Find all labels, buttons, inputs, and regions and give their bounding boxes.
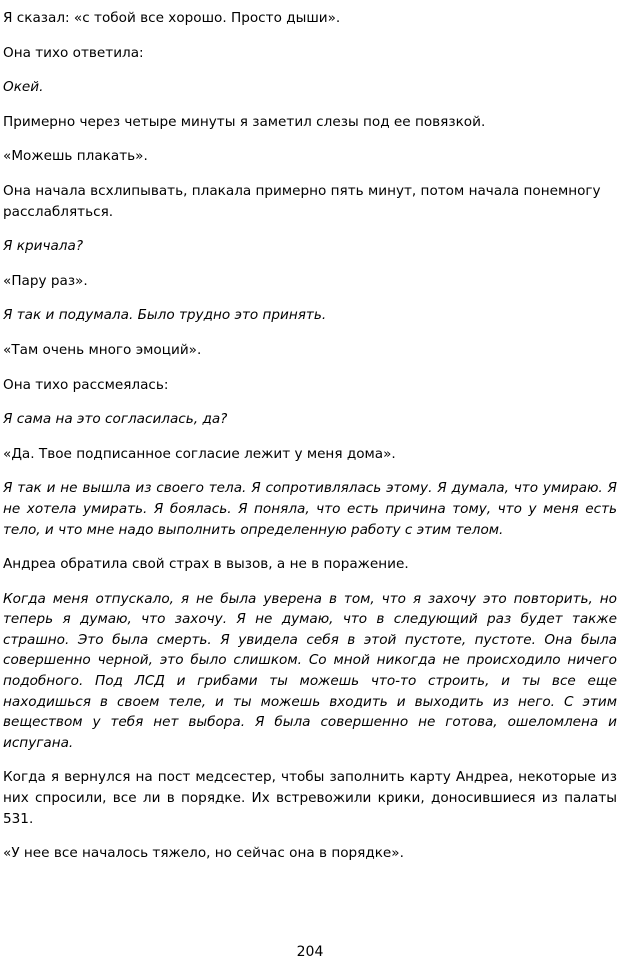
paragraph: «Можешь плакать». [3,148,148,165]
paragraph: Она тихо рассмеялась: [3,376,169,393]
paragraph: Когда меня отпускало, я не была уверена в том, что я захочу это повторить, но теперь я думаю, что захочу. Я не думаю, что в следующий раз будет также страшно. Это была смерть. Я увидела себя в этой пустоте, пустоте. Она была совершенно черной, это было слишком. Со мной никогда не происходило ничего подобного. Под ЛСД и грибами ты можешь что-то строить, и ты все еще находишься в своем теле, и ты можешь входить и выходить из него. С этим веществом у тебя нет выбора. Я была совершенно не готова, ошеломлена и испугана. [3,590,617,751]
paragraph: Когда я вернулся на пост медсестер, чтобы заполнить карту Андреа, некоторые из них спросили, все ли в порядке. Их встревожили крики, доносившиеся из палаты 531. [3,769,617,827]
paragraph: Я так и не вышла из своего тела. Я сопротивлялась этому. Я думала, что умираю. Я не хотела умирать. Я боялась. Я поняла, что есть причина тому, что у меня есть тело, и что мне надо выполнить определенную работу с этим телом. [3,480,617,538]
paragraph: Я сама на это согласилась, да? [3,411,228,428]
paragraph: Она тихо ответила: [3,44,144,61]
paragraph: Я так и подумала. Было трудно это принять. [3,307,327,324]
paragraph: Я сказал: «с тобой все хорошо. Просто дыши». [3,10,341,26]
paragraph: «Там очень много эмоций». [3,341,202,358]
paragraph: Окей. [3,79,44,96]
paragraph: Андреа обратила свой страх в вызов, а не в поражение. [3,556,409,573]
paragraph: Я кричала? [3,238,84,255]
paragraph: Она начала всхлипывать, плакала примерно пять минут, потом начала понемногу расслабляться. [3,182,601,220]
page-number: 204 [296,944,324,961]
paragraph: Примерно через четыре минуты я заметил слезы под ее повязкой. [3,113,486,130]
document-body [3,8,617,864]
paragraph: «Пару раз». [3,272,88,289]
paragraph: «Да. Твое подписанное согласие лежит у меня дома». [3,445,396,462]
paragraph: «У нее все началось тяжело, но сейчас она в порядке». [3,845,404,862]
